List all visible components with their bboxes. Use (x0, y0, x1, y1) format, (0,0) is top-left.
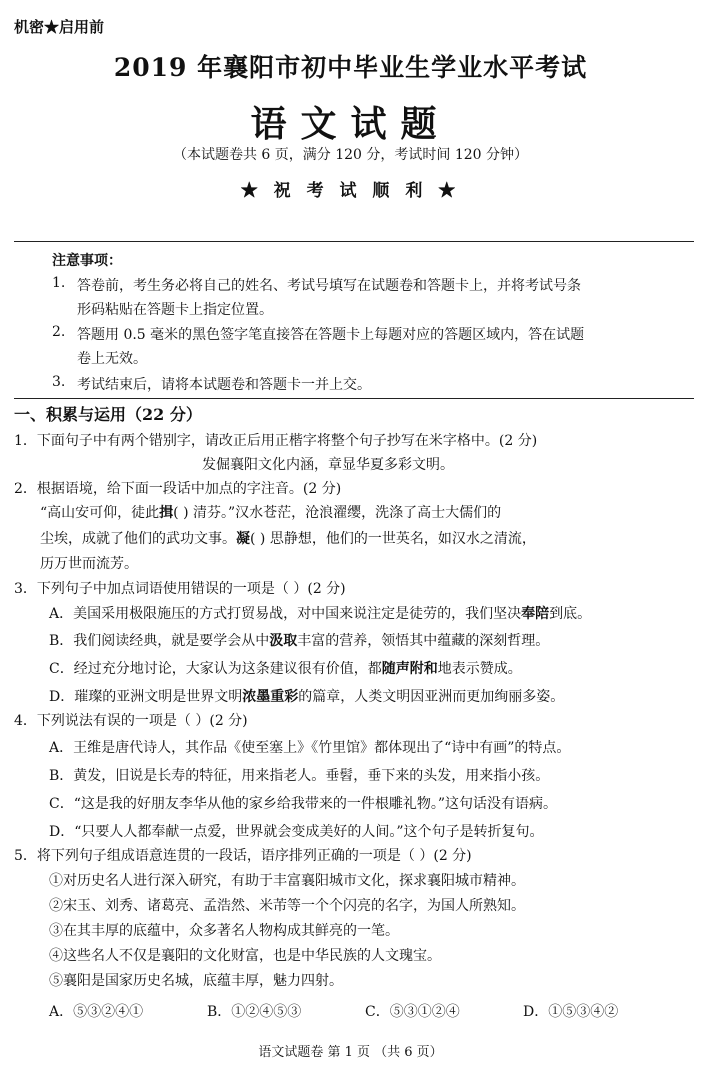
option-text: 丰富的营养，领悟其中蕴藏的深刻哲理。 (297, 633, 550, 649)
exam-info: （本试题卷共 6 页，满分 120 分，考试时间 120 分钟） (172, 147, 529, 163)
q5-option-a: A．⑤③②④① (49, 1004, 144, 1020)
option-text: 的篇章，人类文明因亚洲而更加绚丽多姿。 (298, 689, 565, 705)
good-luck-banner: ★ 祝 考 试 顺 利 ★ (240, 181, 461, 201)
q2-text: ( ) 思静想，他们的一世英名，如汉水之清流， (250, 531, 536, 547)
q5-sentence: ①对历史名人进行深入研究，有助于丰富襄阳城市文化，探求襄阳城市精神。 (49, 873, 525, 889)
q4-option-d: D．“只要人人都奉献一点爱，世界就会变成美好的人间。”这个句子是转折复句。 (49, 824, 544, 840)
q2-text: 尘埃，成就了他们的武功文事。 (40, 531, 236, 547)
q2-line (40, 528, 536, 548)
q2-line (40, 502, 501, 522)
q2-text: ( ) 清芬。”汉水苍茫，沧浪濯缨，洗涤了高士大儒们的 (173, 505, 502, 521)
q5-option-c: C．⑤③①②④ (365, 1004, 460, 1020)
option-keyword: 汲取 (269, 633, 298, 649)
note-line: 形码粘贴在答题卡上指定位置。 (77, 302, 273, 318)
option-text: 到底。 (549, 606, 592, 622)
page-footer: 语文试题卷 第 1 页 （共 6 页） (258, 1045, 443, 1060)
exam-title: 2019 年襄阳市初中毕业生学业水平考试 (113, 53, 588, 82)
q3-stem: 3．下列句子中加点词语使用错误的一项是（ ）(2 分) (14, 581, 346, 597)
option-text: A．美国采用极限施压的方式打贸易战，对中国来说注定是徒劳的，我们坚决 (49, 606, 522, 622)
q5-sentence: ③在其丰厚的底蕴中，众多著名人物构成其鲜亮的一笔。 (49, 923, 399, 939)
option-text: C．经过充分地讨论，大家认为这条建议很有价值，都 (49, 661, 382, 677)
q2-dotted-char: 凝 (236, 531, 250, 547)
option-keyword: 随声附和 (381, 661, 438, 677)
q3-option-d (49, 686, 564, 706)
q2-dotted-char: 揖 (159, 505, 174, 521)
note-number: 2. (52, 324, 66, 340)
note-line: 考试结束后，请将本试题卷和答题卡一并上交。 (77, 377, 371, 393)
option-text: B．我们阅读经典，就是要学会从中 (49, 633, 270, 649)
q5-sentence: ⑤襄阳是国家历史名城，底蕴丰厚，魅力四射。 (49, 973, 343, 989)
confidential-label: 机密★启用前 (14, 18, 105, 36)
q1-stem: 1．下面句子中有两个错别字，请改正后用正楷字将整个句子抄写在米字格中。(2 分) (14, 433, 538, 449)
q4-option-b: B．黄发，旧说是长寿的特征，用来指老人。垂髫，垂下来的头发，用来指小孩。 (49, 768, 550, 784)
note-number: 1. (52, 275, 66, 291)
note-line: 答卷前，考生务必将自己的姓名、考试号填写在试题卷和答题卡上，并将考试号条 (77, 278, 581, 294)
q5-sentence: ④这些名人不仅是襄阳的文化财富，也是中华民族的人文瑰宝。 (49, 948, 441, 964)
notes-heading: 注意事项： (52, 253, 122, 269)
q3-option-b (49, 630, 549, 650)
note-line: 卷上无效。 (77, 351, 147, 367)
q5-sentence: ②宋玉、刘秀、诸葛亮、孟浩然、米芾等一个个闪亮的名字，为国人所熟知。 (49, 898, 525, 914)
note-number: 3. (52, 374, 66, 390)
option-text: 地表示赞成。 (437, 661, 522, 677)
option-keyword: 奉陪 (521, 606, 550, 622)
q2-line: 历万世而流芳。 (40, 556, 138, 572)
q5-option-b: B．①②④⑤③ (207, 1004, 302, 1020)
q2-text: “高山安可仰，徒此 (40, 505, 160, 521)
q4-option-c: C．“这是我的好朋友李华从他的家乡给我带来的一件根雕礼物。”这句话没有语病。 (49, 796, 558, 812)
q3-option-a (49, 603, 591, 623)
option-text: D．璀璨的亚洲文明是世界文明 (49, 689, 243, 705)
top-divider (14, 241, 694, 242)
q3-option-c (49, 658, 522, 678)
option-keyword: 浓墨重彩 (242, 689, 299, 705)
q5-option-d: D．①⑤③④② (523, 1004, 619, 1020)
section-heading: 一、积累与运用（22 分） (14, 405, 202, 424)
q1-sentence: 发倔襄阳文化内涵，章显华夏多彩文明。 (202, 457, 454, 473)
subject-title: 语文试题 (250, 103, 451, 145)
q4-option-a: A．王维是唐代诗人，其作品《使至塞上》《竹里馆》都体现出了“诗中有画”的特点。 (49, 740, 571, 756)
note-line: 答题用 0.5 毫米的黑色签字笔直接答在答题卡上每题对应的答题区域内，答在试题 (77, 327, 585, 343)
q4-stem: 4．下列说法有误的一项是（ ）(2 分) (14, 713, 248, 729)
q5-stem: 5．将下列句子组成语意连贯的一段话，语序排列正确的一项是（ ）(2 分) (14, 848, 472, 864)
notes-divider (14, 398, 694, 399)
q2-stem: 2．根据语境，给下面一段话中加点的字注音。(2 分) (14, 481, 342, 497)
